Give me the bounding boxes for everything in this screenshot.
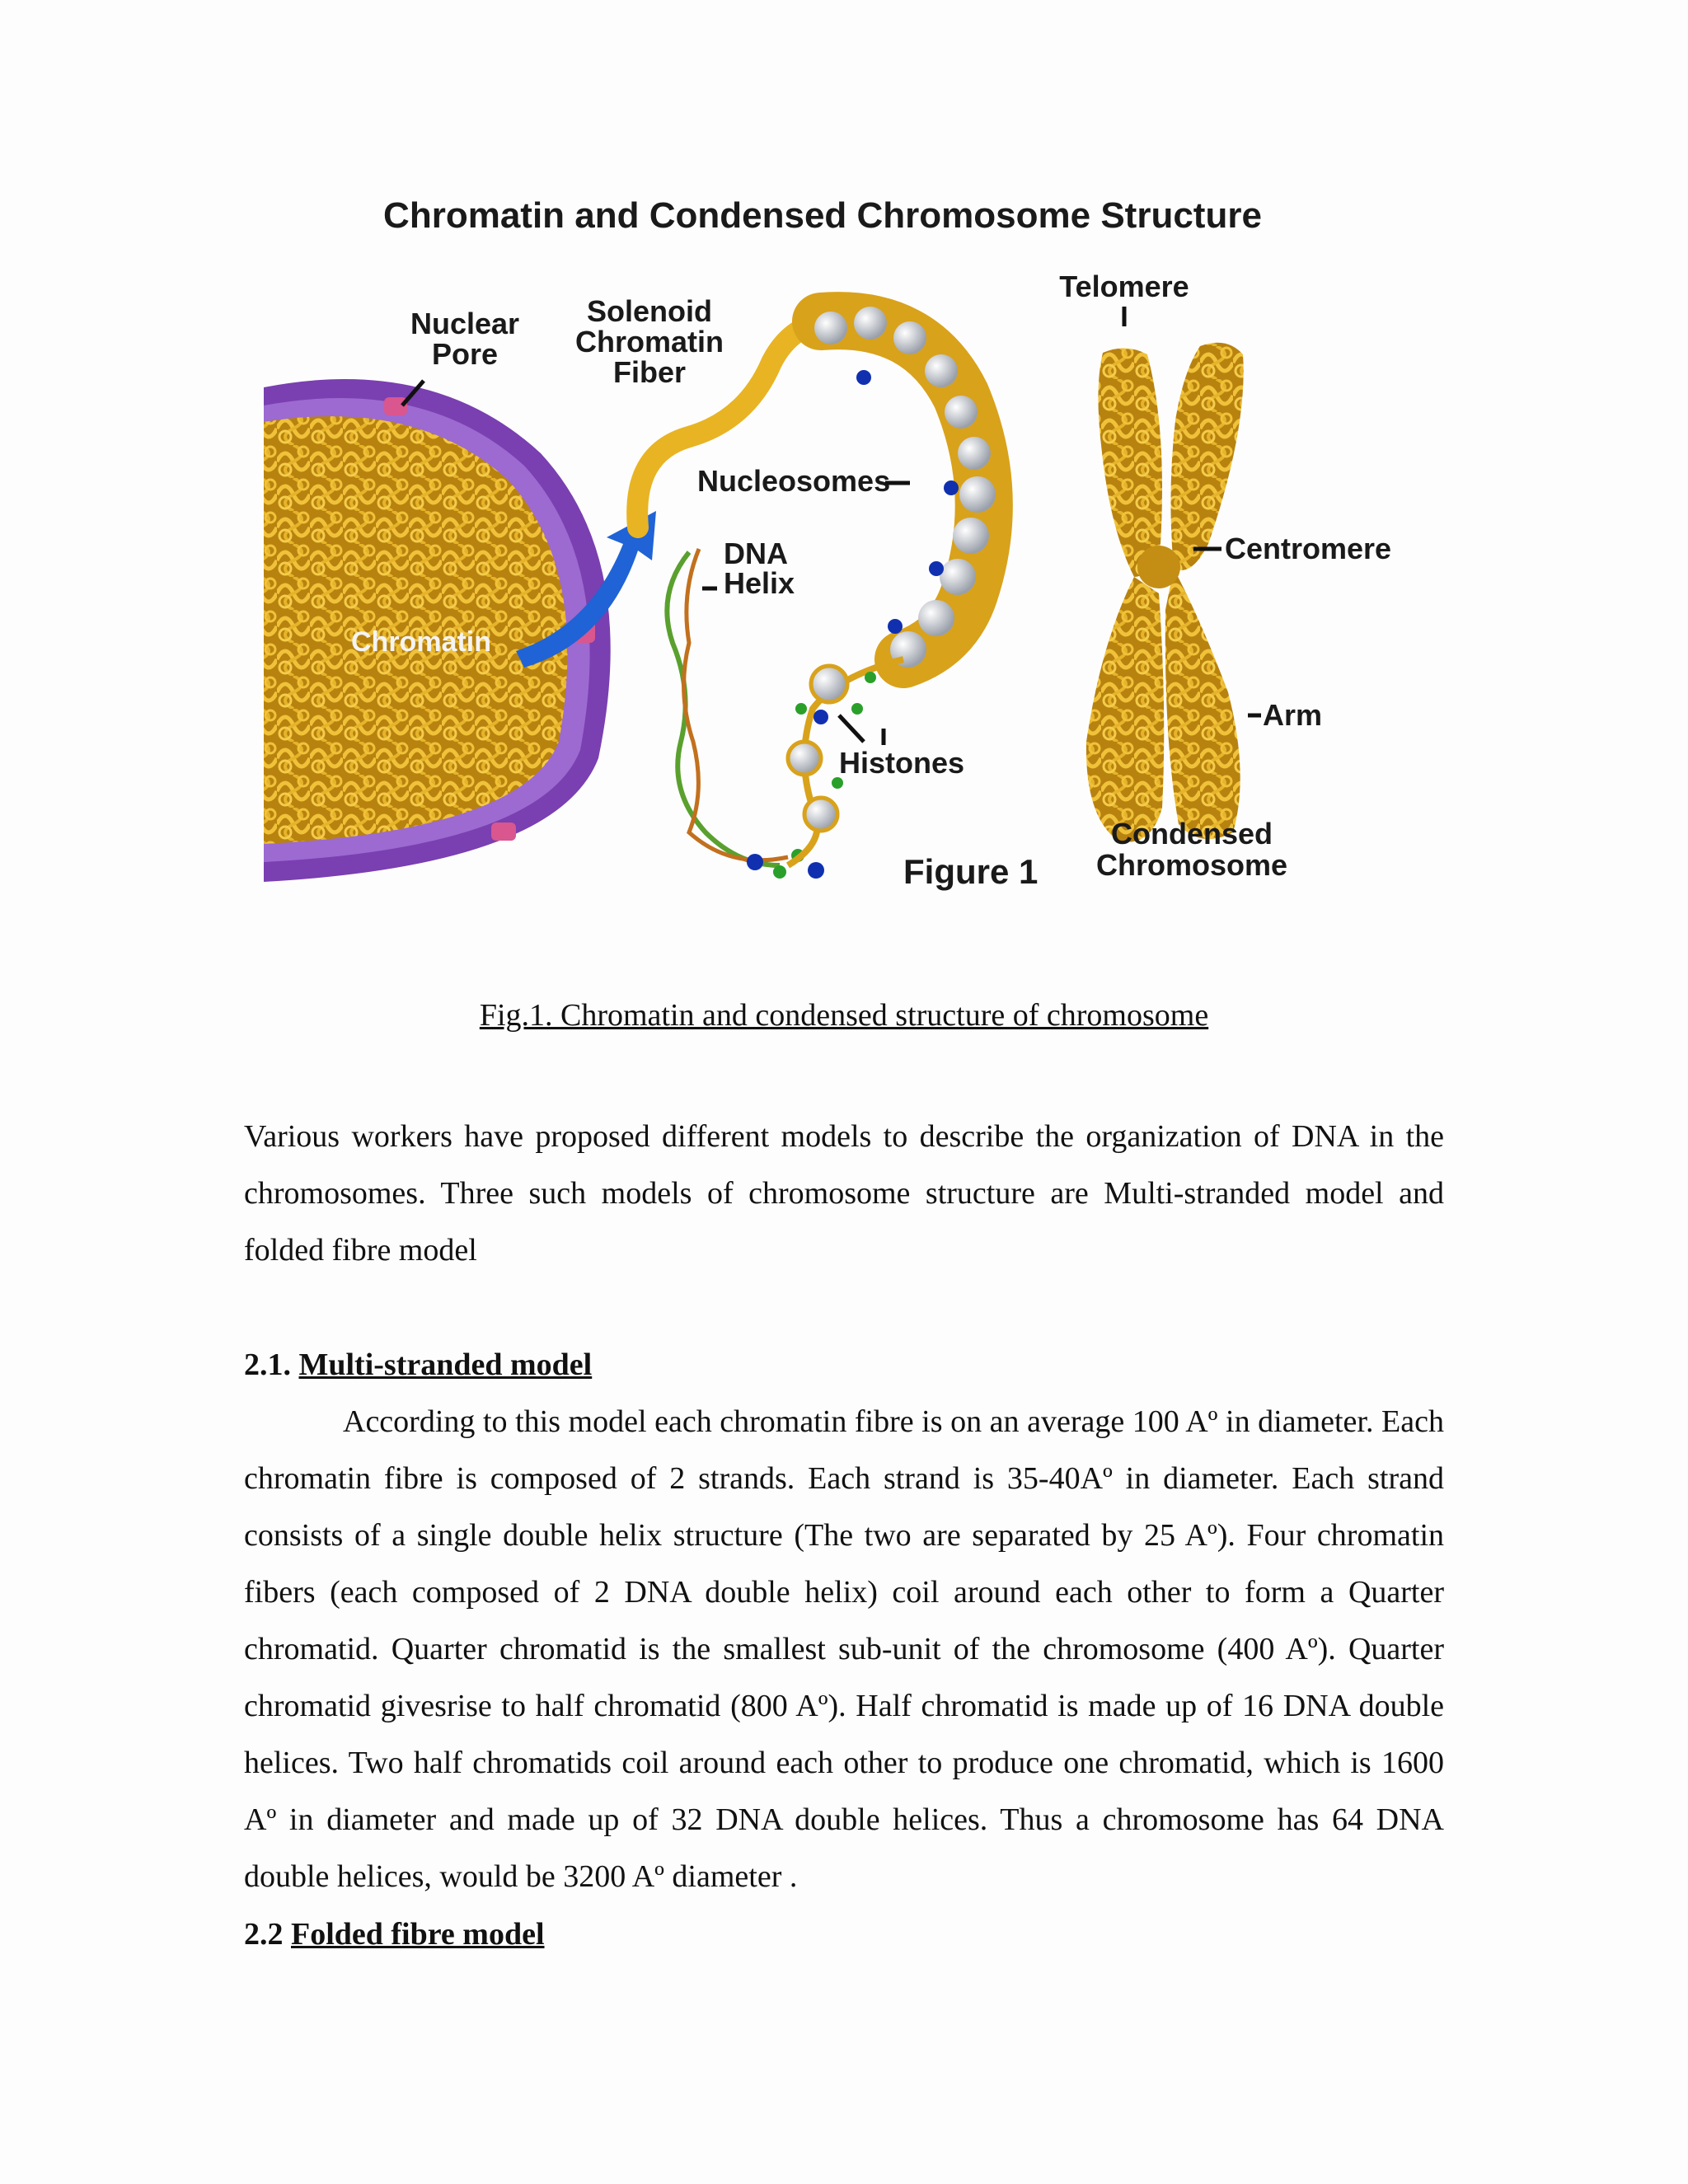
- centromere-label: Centromere: [1225, 532, 1392, 565]
- section-title: Multi-stranded model: [298, 1347, 593, 1382]
- telomere-label: Telomere: [1059, 269, 1189, 303]
- section-heading-folded-fibre: [244, 1906, 545, 1963]
- dna-label-line1: DNA: [724, 537, 788, 570]
- multi-stranded-paragraph: According to this model each chromatin fibre is on an average 100 Aº in diameter. Each chromatin fibre is composed of 2 strands. Each strand is 35-40Aº in diameter. Each strand consists of a single double helix structure (The two are separated by 25 Aº). Four chromatin fibers (each composed of 2 DNA double helix) coil around each other to form a Quarter chromatid. Quarter chromatid is the smallest sub-unit of the chromosome (400 Aº). Quarter chromatid givesrise to half chromatid (800 Aº). Half chromatid is made up of 16 DNA double helices. Two half chromatids coil around each other to produce one chromatid, which is 1600 Aº in diameter and made up of 32 DNA double helices. Thus a chromosome has 64 DNA double helices, would be 3200 Aº diameter .: [244, 1404, 1444, 1894]
- solenoid-label-line1: Solenoid: [587, 294, 712, 328]
- solenoid-label-line3: Fiber: [612, 355, 687, 389]
- arm-label: Arm: [1263, 698, 1323, 732]
- chromatin-figure-illustration: [244, 181, 1447, 907]
- histones-label: Histones: [839, 746, 965, 780]
- nucleosomes-label: Nucleosomes: [697, 464, 891, 498]
- condensed-chromosome: [1086, 343, 1244, 842]
- section-title: Folded fibre model: [291, 1917, 545, 1952]
- condensed-label-line2: Chromosome: [1095, 848, 1288, 882]
- section-number: 2.1.: [244, 1347, 291, 1382]
- nuclear-pore-label-line2: Pore: [431, 337, 499, 371]
- nuclear-pore-label-line1: Nuclear: [410, 307, 520, 340]
- intro-paragraph: Various workers have proposed different models to describe the organization of DNA in the chromosomes. Three such models of chromosome structure are Multi-stranded model and folded fibre model: [244, 1119, 1444, 1268]
- figure-number-label: Figure 1: [903, 852, 1039, 891]
- chromatin-figure: [244, 181, 1447, 907]
- condensed-label-line1: Condensed: [1110, 817, 1273, 851]
- figure-title: Chromatin and Condensed Chromosome Structure: [383, 195, 1262, 236]
- section-number: 2.2: [244, 1917, 284, 1952]
- figure-caption: Fig.1. Chromatin and condensed structure of chromosome: [479, 998, 1209, 1033]
- chromatin-label: Chromatin: [351, 626, 491, 658]
- section-heading-multi-stranded: [244, 1337, 592, 1394]
- dna-label-line2: Helix: [724, 566, 795, 600]
- solenoid-label-line2: Chromatin: [575, 325, 724, 359]
